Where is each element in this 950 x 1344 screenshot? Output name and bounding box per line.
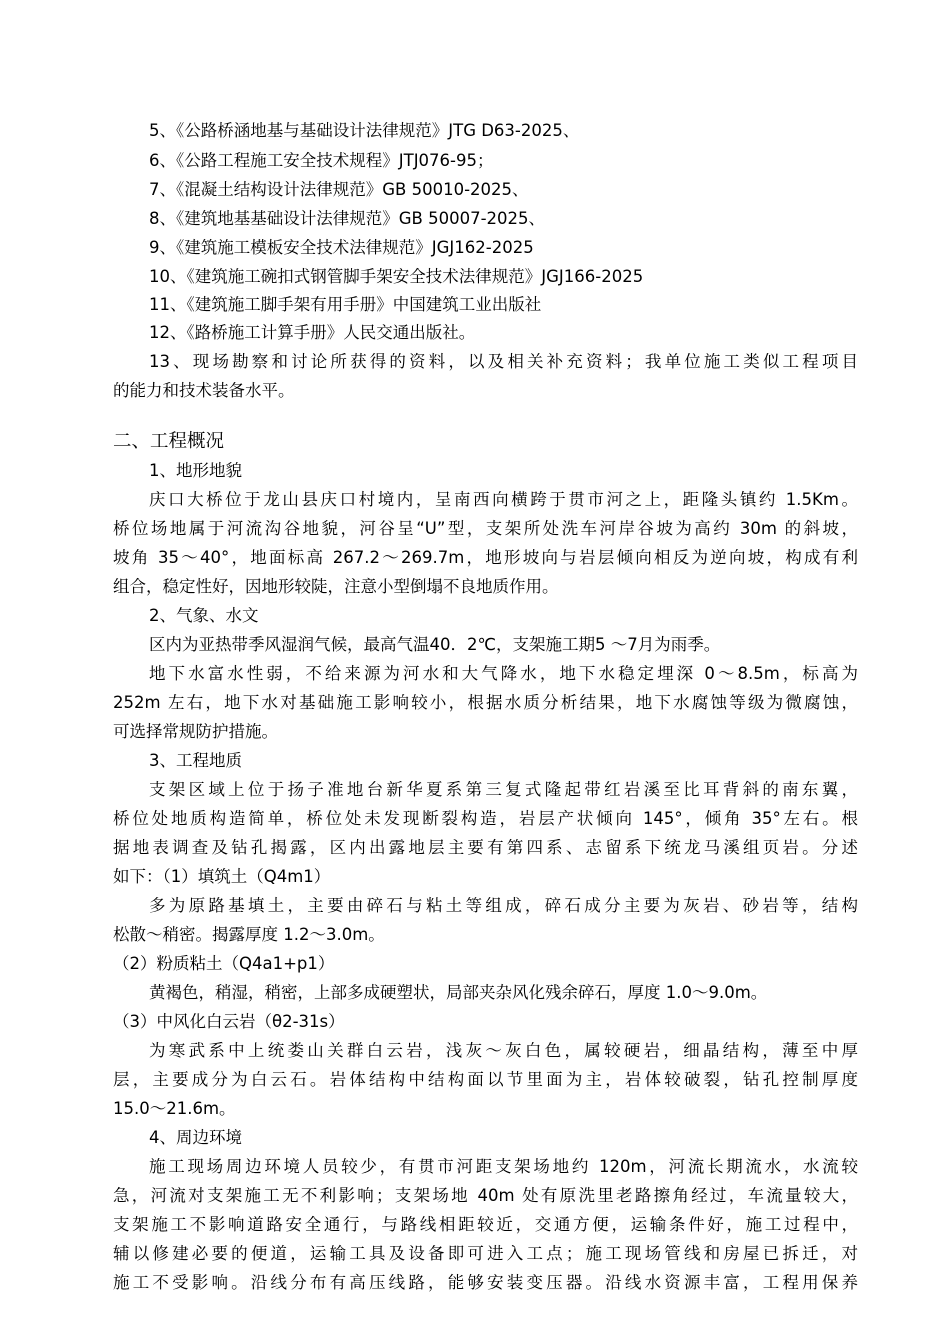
reference-item: 6、《公路工程施工安全技术规程》JTJ076-95； <box>149 151 494 170</box>
reference-item: 10、《建筑施工碗扣式钢管脚手架安全技术法律规范》JGJ166-2025 <box>149 267 644 286</box>
paragraph-line: 层，主要成分为白云石。岩体结构中结构面以节里面为主，岩体较破裂，钻孔控制厚度 <box>113 1070 858 1089</box>
subsection-heading: 4、周边环境 <box>149 1128 242 1147</box>
paragraph-line: 15.0～21.6m。 <box>113 1099 236 1118</box>
reference-item: 9、《建筑施工模板安全技术法律规范》JGJ162-2025 <box>149 238 534 257</box>
paragraph-line: 庆口大桥位于龙山县庆口村境内，呈南西向横跨于贯市河之上，距隆头镇约 1.5Km。 <box>149 490 858 509</box>
section-heading: 二、工程概况 <box>113 431 225 452</box>
paragraph-line: 252m 左右，地下水对基础施工影响较小，根据水质分析结果，地下水腐蚀等级为微腐蚀， <box>113 693 858 712</box>
paragraph-line: 可选择常规防护措施。 <box>113 722 278 741</box>
subsection-heading: 3、工程地质 <box>149 751 242 770</box>
reference-item: 11、《建筑施工脚手架有用手册》中国建筑工业出版社 <box>149 295 542 314</box>
reference-item-continued: 的能力和技术装备水平。 <box>113 381 295 400</box>
paragraph-line: 为寒武系中上统娄山关群白云岩，浅灰～灰白色，属较硬岩，细晶结构，薄至中厚 <box>149 1041 858 1060</box>
paragraph-line: 如下：（1）填筑土（Q4m1） <box>113 867 331 886</box>
paragraph-line: 地下水富水性弱，不给来源为河水和大气降水，地下水稳定埋深 0～8.5m，标高为 <box>149 664 858 683</box>
paragraph-line: 急，河流对支架施工无不利影响；支架场地 40m 处有原洗里老路擦角经过，车流量较大， <box>113 1186 858 1205</box>
paragraph-line: 施工不受影响。沿线分布有高压线路，能够安装变压器。沿线水资源丰富，工程用保养 <box>113 1273 858 1292</box>
paragraph-line: 组合，稳定性好，因地形较陡，注意小型倒塌不良地质作用。 <box>113 577 559 596</box>
paragraph-line: （3）中风化白云岩（θ2-31s） <box>113 1012 345 1031</box>
paragraph-line: 桥位处地质构造简单，桥位处未发现断裂构造，岩层产状倾向 145°，倾角 35°左右。根 <box>113 809 858 828</box>
reference-item: 12、《路桥施工计算手册》人民交通出版社。 <box>149 323 476 342</box>
reference-item: 5、《公路桥涵地基与基础设计法律规范》JTG D63-2025、 <box>149 121 580 140</box>
paragraph-line: 多为原路基填土，主要由碎石与粘土等组成，碎石成分主要为灰岩、砂岩等，结构 <box>149 896 858 915</box>
reference-item: 8、《建筑地基基础设计法律规范》GB 50007-2025、 <box>149 209 546 228</box>
paragraph-line: 施工现场周边环境人员较少，有贯市河距支架场地约 120m，河流长期流水，水流较 <box>149 1157 858 1176</box>
paragraph-line: 据地表调查及钻孔揭露，区内出露地层主要有第四系、志留系下统龙马溪组页岩。分述 <box>113 838 858 857</box>
paragraph-line: 桥位场地属于河流沟谷地貌，河谷呈“U”型，支架所处洗车河岸谷坡为高约 30m 的斜坡， <box>113 519 858 538</box>
paragraph-line: 松散～稍密。揭露厚度 1.2～3.0m。 <box>113 925 385 944</box>
paragraph-line: 黄褐色，稍湿，稍密，上部多成硬塑状，局部夹杂风化残余碎石，厚度 1.0～9.0m。 <box>149 983 768 1002</box>
reference-item: 7、《混凝土结构设计法律规范》GB 50010-2025、 <box>149 180 529 199</box>
paragraph-line: 坡角 35～40°，地面标高 267.2～269.7m，地形坡向与岩层倾向相反为逆向坡，构成有利 <box>113 548 858 567</box>
paragraph-line: （2）粉质粘土（Q4a1+p1） <box>113 954 335 973</box>
reference-item: 13、现场勘察和讨论所获得的资料，以及相关补充资料；我单位施工类似工程项目 <box>149 352 858 371</box>
paragraph-line: 支架区域上位于扬子准地台新华夏系第三复式隆起带红岩溪至比耳背斜的南东翼， <box>149 780 858 799</box>
subsection-heading: 2、气象、水文 <box>149 606 259 625</box>
subsection-heading: 1、地形地貌 <box>149 461 242 480</box>
paragraph-line: 区内为亚热带季风湿润气候，最高气温40．2℃，支架施工期5 ～7月为雨季。 <box>149 635 721 654</box>
paragraph-line: 支架施工不影响道路安全通行，与路线相距较近，交通方便，运输条件好，施工过程中， <box>113 1215 858 1234</box>
paragraph-line: 辅以修建必要的便道，运输工具及设备即可进入工点；施工现场管线和房屋已拆迁，对 <box>113 1244 858 1263</box>
